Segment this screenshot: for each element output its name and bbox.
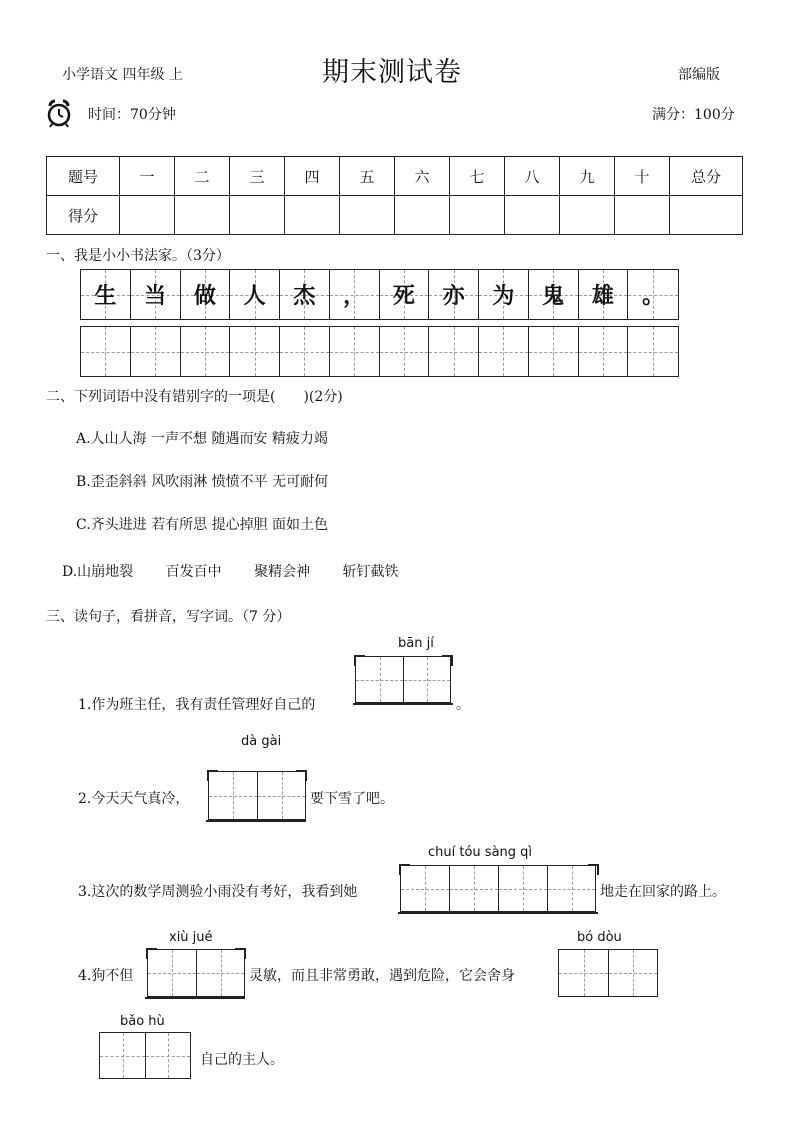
option-b[interactable]: B.歪歪斜斜 风吹雨淋 愤愤不平 无可耐何 bbox=[76, 474, 329, 490]
grid-cell bbox=[181, 270, 231, 319]
answer-box-chuitousangqi[interactable] bbox=[400, 865, 596, 912]
answer-box-xiujue[interactable] bbox=[147, 949, 245, 997]
table-cell: 二 bbox=[175, 157, 230, 196]
sentence-4-middle: 灵敏，而且非常勇敢，遇到危险，它会舍身 bbox=[249, 968, 515, 984]
subject-label: 小学语文 四年级 上 bbox=[62, 67, 183, 83]
writing-cell[interactable] bbox=[628, 327, 678, 376]
q2-heading: 二、下列词语中没有错别字的一项是( )(2分) bbox=[46, 389, 343, 405]
option-d[interactable]: D.山崩地裂 百发百中 聚精会神 斩钉截铁 bbox=[62, 564, 399, 580]
answer-box-dagai[interactable] bbox=[208, 771, 306, 820]
table-cell: 十 bbox=[615, 157, 670, 196]
table-cell: 四 bbox=[285, 157, 340, 196]
option-c[interactable]: C.齐头进进 若有所思 提心掉胆 面如土色 bbox=[76, 517, 329, 533]
answer-box-bodou[interactable] bbox=[558, 949, 658, 997]
pinyin-bodou: bó dòu bbox=[577, 930, 622, 945]
grid-cell bbox=[280, 270, 330, 319]
model-char: 当 bbox=[144, 283, 167, 309]
score-input-cell[interactable] bbox=[615, 196, 670, 235]
score-input-cell[interactable] bbox=[120, 196, 175, 235]
writing-cell[interactable] bbox=[145, 1032, 191, 1079]
calligraphy-practice-grid[interactable] bbox=[80, 326, 679, 377]
calligraphy-model-grid bbox=[80, 269, 679, 320]
table-cell: 九 bbox=[560, 157, 615, 196]
alarm-clock-icon bbox=[46, 98, 72, 128]
score-input-cell[interactable] bbox=[230, 196, 285, 235]
table-cell: 总分 bbox=[670, 157, 743, 196]
sentence-3-end: 地走在回家的路上。 bbox=[600, 884, 726, 900]
model-char: 生 bbox=[94, 283, 117, 309]
table-cell: 五 bbox=[340, 157, 395, 196]
full-score-label: 满分：100分 bbox=[652, 107, 735, 123]
score-input-cell[interactable] bbox=[175, 196, 230, 235]
q1-heading: 一、我是小小书法家。（3分） bbox=[46, 248, 230, 264]
writing-cell[interactable] bbox=[608, 949, 658, 997]
underline bbox=[206, 820, 306, 822]
model-char: 鬼 bbox=[542, 283, 565, 309]
pinyin-chuitousangqi: chuí tóu sàng qì bbox=[428, 845, 533, 860]
writing-cell[interactable] bbox=[558, 949, 608, 997]
grid-cell bbox=[529, 270, 579, 319]
time-label: 时间：70分钟 bbox=[88, 107, 176, 123]
score-input-cell[interactable] bbox=[450, 196, 505, 235]
score-input-cell[interactable] bbox=[395, 196, 450, 235]
writing-cell[interactable] bbox=[380, 327, 430, 376]
sentence-2-text: 2.今天天气真冷， bbox=[78, 791, 190, 807]
answer-box-baohu[interactable] bbox=[99, 1032, 191, 1079]
writing-cell[interactable] bbox=[529, 327, 579, 376]
pinyin-dagai: dà gài bbox=[241, 734, 282, 749]
model-char: 为 bbox=[492, 283, 515, 309]
sentence-3-text: 3.这次的数学周测验小雨没有考好，我看到她 bbox=[78, 884, 358, 900]
option-a[interactable]: A.人山人海 一声不想 随遇而安 精疲力竭 bbox=[76, 431, 328, 447]
writing-cell[interactable] bbox=[479, 327, 529, 376]
score-input-cell[interactable] bbox=[340, 196, 395, 235]
answer-box-banji[interactable] bbox=[355, 656, 451, 703]
table-cell: 一 bbox=[120, 157, 175, 196]
model-char: 杰 bbox=[293, 283, 316, 309]
writing-cell[interactable] bbox=[330, 327, 380, 376]
writing-cell[interactable] bbox=[449, 865, 498, 912]
table-cell: 七 bbox=[450, 157, 505, 196]
writing-cell[interactable] bbox=[498, 865, 547, 912]
writing-cell[interactable] bbox=[99, 1032, 145, 1079]
grid-cell bbox=[380, 270, 430, 319]
pinyin-baohu: bǎo hù bbox=[120, 1014, 165, 1029]
score-input-cell[interactable] bbox=[505, 196, 560, 235]
writing-cell[interactable] bbox=[230, 327, 280, 376]
score-table bbox=[46, 156, 743, 235]
model-char: 做 bbox=[193, 283, 216, 309]
writing-cell[interactable] bbox=[257, 771, 306, 820]
writing-cell[interactable] bbox=[403, 656, 451, 703]
writing-cell[interactable] bbox=[131, 327, 181, 376]
sentence-1-end: 。 bbox=[456, 697, 470, 713]
table-row bbox=[47, 196, 743, 235]
sentence-1-text: 1.作为班主任，我有责任管理好自己的 bbox=[78, 697, 316, 713]
table-cell: 题号 bbox=[47, 157, 120, 196]
score-input-cell[interactable] bbox=[670, 196, 743, 235]
model-char: ， bbox=[343, 283, 366, 309]
grid-cell bbox=[628, 270, 678, 319]
underline bbox=[353, 703, 453, 705]
model-char: 人 bbox=[243, 283, 266, 309]
table-cell: 三 bbox=[230, 157, 285, 196]
writing-cell[interactable] bbox=[81, 327, 131, 376]
writing-cell[interactable] bbox=[280, 327, 330, 376]
grid-cell bbox=[479, 270, 529, 319]
model-char: 。 bbox=[642, 283, 665, 309]
model-char: 雄 bbox=[591, 283, 614, 309]
writing-cell[interactable] bbox=[147, 949, 196, 997]
grid-cell bbox=[81, 270, 131, 319]
writing-cell[interactable] bbox=[196, 949, 245, 997]
sentence-5-end: 自己的主人。 bbox=[200, 1052, 284, 1068]
pinyin-banji: bān jí bbox=[398, 636, 434, 651]
sentence-2-end: 要下雪了吧。 bbox=[310, 791, 394, 807]
page-title: 期末测试卷 bbox=[322, 57, 462, 88]
table-cell: 得分 bbox=[47, 196, 120, 235]
writing-cell[interactable] bbox=[208, 771, 257, 820]
pinyin-xiujue: xiù jué bbox=[169, 930, 213, 945]
underline bbox=[398, 912, 598, 914]
writing-cell[interactable] bbox=[547, 865, 596, 912]
grid-cell bbox=[330, 270, 380, 319]
underline bbox=[145, 997, 245, 999]
score-input-cell[interactable] bbox=[560, 196, 615, 235]
score-input-cell[interactable] bbox=[285, 196, 340, 235]
model-char: 亦 bbox=[442, 283, 465, 309]
grid-cell bbox=[131, 270, 181, 319]
grid-cell bbox=[579, 270, 629, 319]
writing-cell[interactable] bbox=[181, 327, 231, 376]
model-char: 死 bbox=[392, 283, 415, 309]
writing-cell[interactable] bbox=[400, 865, 449, 912]
writing-cell[interactable] bbox=[579, 327, 629, 376]
grid-cell bbox=[230, 270, 280, 319]
sentence-4-text: 4.狗不但 bbox=[78, 968, 134, 984]
writing-cell[interactable] bbox=[355, 656, 403, 703]
edition-label: 部编版 bbox=[678, 67, 720, 83]
table-cell: 六 bbox=[395, 157, 450, 196]
table-row bbox=[47, 157, 743, 196]
writing-cell[interactable] bbox=[429, 327, 479, 376]
table-cell: 八 bbox=[505, 157, 560, 196]
grid-cell bbox=[429, 270, 479, 319]
q3-heading: 三、读句子，看拼音，写字词。（7 分） bbox=[46, 609, 291, 625]
